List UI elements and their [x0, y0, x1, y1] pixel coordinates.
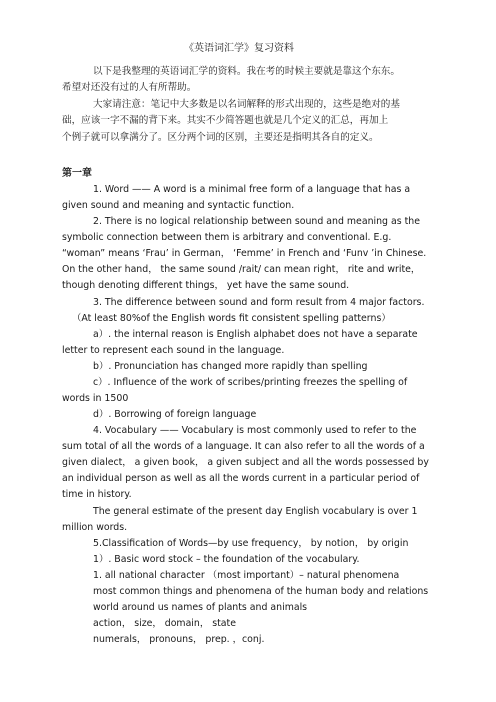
intro-line: 大家请注意：笔记中大多数是以名词解释的形式出现的，这些是绝对的基	[93, 99, 400, 110]
body-line: d）. Borrowing of foreign language	[93, 409, 257, 420]
body-line: On the other hand， the same sound /rait/ can mean right， rite and write，	[62, 264, 421, 275]
body-line: words in 1500	[62, 393, 129, 404]
body-line: sum total of all the words of a language. It can also refer to all the words of a	[62, 441, 425, 452]
body-line: an individual person as well as all the words current in a particular period of	[62, 473, 420, 484]
body-line: 1）. Basic word stock – the foundation of the vocabulary.	[93, 554, 360, 565]
body-line: given sound and meaning and syntactic function.	[62, 200, 295, 211]
body-line: a）. the internal reason is English alphabet does not have a separate	[93, 329, 418, 340]
body-line: action， size， domain， state	[93, 618, 236, 629]
body-line: 5.Classification of Words—by use frequency， by notion， by origin	[93, 538, 409, 549]
body-line: time in history.	[62, 489, 132, 500]
body-line: 2. There is no logical relationship between sound and meaning as the	[93, 216, 420, 227]
intro-line: 以下是我整理的英语词汇学的资料。我在考的时候主要就是靠这个东东。	[93, 66, 400, 77]
body-line: （At least 80%of the English words fit consistent spelling patterns）	[72, 313, 391, 324]
body-line: given dialect， a given book， a given subject and all the words possessed by	[62, 457, 429, 468]
document-title: 《英语词汇学》复习资料	[184, 43, 294, 54]
intro-line: 希望对还没有过的人有所帮助。	[62, 82, 197, 93]
body-line: symbolic connection between them is arbitrary and conventional. E.g.	[62, 232, 392, 243]
chapter-heading: 第一章	[62, 168, 92, 179]
body-line: letter to represent each sound in the language.	[62, 345, 285, 356]
body-line: world around us names of plants and animals	[93, 602, 308, 613]
body-line: most common things and phenomena of the human body and relations	[93, 586, 429, 597]
body-line: 1. all national character （most important）– natural phenomena	[93, 570, 400, 581]
body-line: though denoting different things， yet have the same sound.	[62, 280, 350, 291]
body-line: numerals， pronouns， prep. ，conj.	[93, 634, 265, 645]
body-line: c）. Influence of the work of scribes/printing freezes the spelling of	[93, 377, 408, 388]
body-line: 3. The difference between sound and form result from 4 major factors.	[93, 297, 425, 308]
intro-line: 础，应该一字不漏的背下来。其实不少简答题也就是几个定义的汇总，再加上	[62, 115, 389, 126]
intro-line: 个例子就可以拿满分了。区分两个词的区别，主要还是指明其各自的定义。	[62, 132, 379, 143]
body-line: b）. Pronunciation has changed more rapidly than spelling	[93, 361, 368, 372]
body-line: 4. Vocabulary —— Vocabulary is most commonly used to refer to the	[93, 425, 417, 436]
body-line: “woman” means ‘Frau’ in German， ‘Femme’ in French and ‘Funv ’in Chinese.	[62, 248, 427, 259]
body-line: The general estimate of the present day English vocabulary is over 1	[93, 506, 418, 517]
body-line: 1. Word —— A word is a minimal free form of a language that has a	[93, 184, 411, 195]
body-line: million words.	[62, 522, 128, 533]
